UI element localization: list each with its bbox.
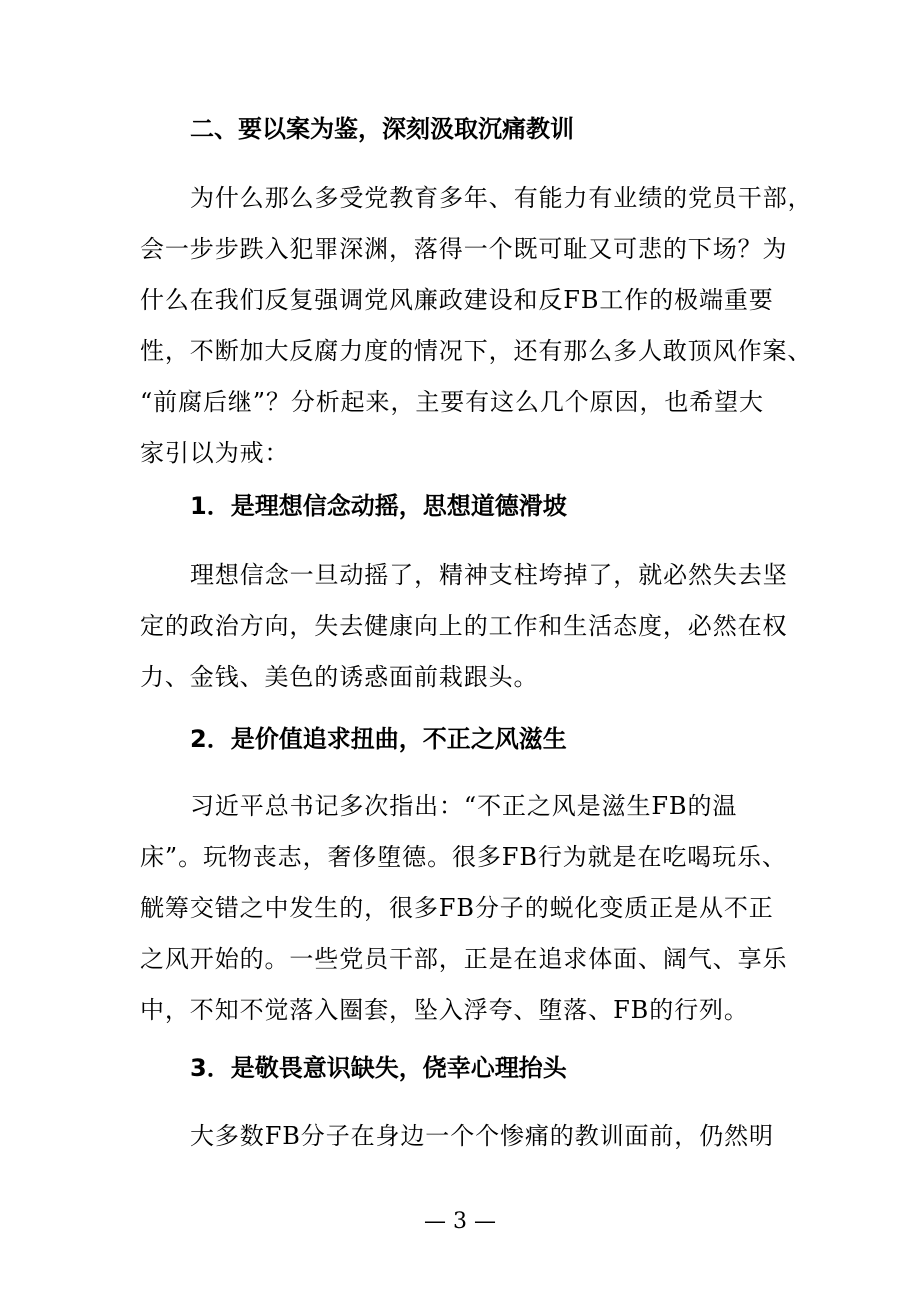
intro-paragraph bbox=[140, 173, 813, 479]
paragraph-line: 中，不知不觉落入圈套，坠入浮夸、堕落、FB的行列。 bbox=[140, 996, 749, 1024]
paragraph-line: 理想信念一旦动摇了，精神支柱垮掉了，就必然失去坚 bbox=[190, 561, 788, 589]
paragraph-line: 之风开始的。一些党员干部，正是在追求体面、阔气、享乐 bbox=[140, 945, 788, 973]
point-1-heading: 1．是理想信念动摇，思想道德滑坡 bbox=[190, 492, 567, 520]
point-1-paragraph bbox=[140, 550, 788, 703]
section-heading: 二、要以案为鉴，深刻汲取沉痛教训 bbox=[190, 115, 574, 143]
point-3-heading: 3．是敬畏意识缺失，侥幸心理抬头 bbox=[190, 1054, 567, 1082]
paragraph-line: 觥筹交错之中发生的，很多FB分子的蜕化变质正是从不正 bbox=[140, 894, 774, 922]
paragraph-line: 定的政治方向，失去健康向上的工作和生活态度，必然在权 bbox=[140, 612, 788, 640]
paragraph-line: 家引以为戒： bbox=[140, 439, 290, 467]
paragraph-line: 大多数FB分子在身边一个个惨痛的教训面前，仍然明 bbox=[190, 1122, 774, 1150]
paragraph-line: 床”。玩物丧志，奢侈堕德。很多FB行为就是在吃喝玩乐、 bbox=[140, 843, 787, 871]
paragraph-line: 什么在我们反复强调党风廉政建设和反FB工作的极端重要 bbox=[140, 286, 774, 314]
point-3-paragraph bbox=[140, 1111, 782, 1162]
paragraph-line: “前腐后继”？分析起来，主要有这么几个原因，也希望大 bbox=[140, 388, 764, 416]
paragraph-line: 会一步步跌入犯罪深渊，落得一个既可耻又可悲的下场？为 bbox=[140, 235, 788, 263]
paragraph-line: 性，不断加大反腐力度的情况下，还有那么多人敢顶风作案、 bbox=[140, 337, 813, 365]
paragraph-line: 力、金钱、美色的诱惑面前栽跟头。 bbox=[140, 663, 539, 691]
point-2-paragraph bbox=[140, 781, 788, 1036]
page-number: — 3 — bbox=[424, 1209, 496, 1234]
paragraph-line: 习近平总书记多次指出：“不正之风是滋生FB的温 bbox=[190, 792, 738, 820]
paragraph-line: 为什么那么多受党教育多年、有能力有业绩的党员干部， bbox=[190, 184, 813, 212]
point-2-heading: 2．是价值追求扭曲，不正之风滋生 bbox=[190, 725, 567, 753]
